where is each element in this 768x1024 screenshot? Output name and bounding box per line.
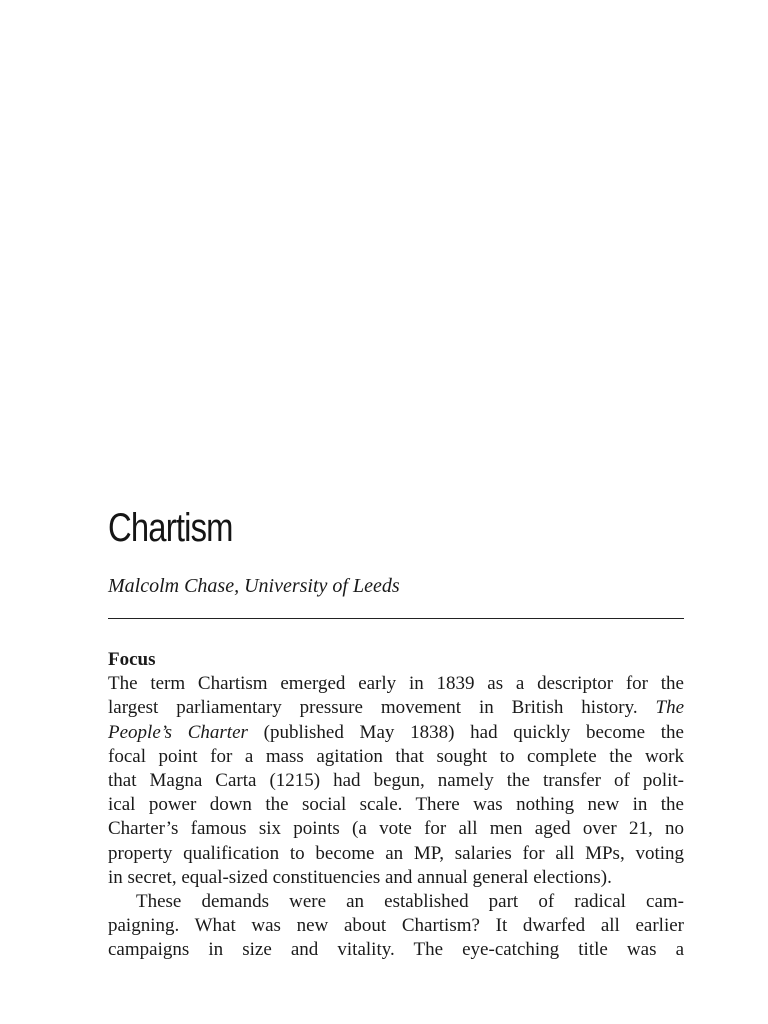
body-line: The term Chartism emerged early in 1839 as a descriptor for the	[108, 673, 684, 695]
body-line: campaigns in size and vitality. The eye-catching title was a	[108, 939, 684, 961]
body-line: property qualification to become an MP, salaries for all MPs, voting	[108, 842, 684, 864]
divider-rule	[108, 618, 684, 619]
italic-title-text: People’s Charter	[108, 721, 248, 743]
body-line	[108, 721, 684, 745]
section-heading: Focus	[108, 649, 156, 670]
body-line: focal point for a mass agitation that sought to complete the work	[108, 745, 684, 767]
line-text: largest parliamentary pressure movement in British history.	[108, 697, 656, 719]
body-line	[108, 696, 684, 720]
body-line: that Magna Carta (1215) had begun, namely the transfer of polit-	[108, 770, 684, 792]
body-line: These demands were an established part of radical cam-	[136, 891, 684, 913]
body-line: ical power down the social scale. There was nothing new in the	[108, 794, 684, 816]
body-line: in secret, equal-sized constituencies and annual general elections).	[108, 866, 612, 888]
body-text	[108, 648, 684, 963]
body-line: Charter’s famous six points (a vote for all men aged over 21, no	[108, 818, 684, 840]
line-text: (published May 1838) had quickly become the	[247, 721, 684, 743]
body-line: paigning. What was new about Chartism? It dwarfed all earlier	[108, 915, 684, 937]
chapter-title: Chartism	[108, 506, 233, 550]
author-byline: Malcolm Chase, University of Leeds	[108, 575, 400, 597]
italic-title-text: The	[655, 697, 684, 719]
